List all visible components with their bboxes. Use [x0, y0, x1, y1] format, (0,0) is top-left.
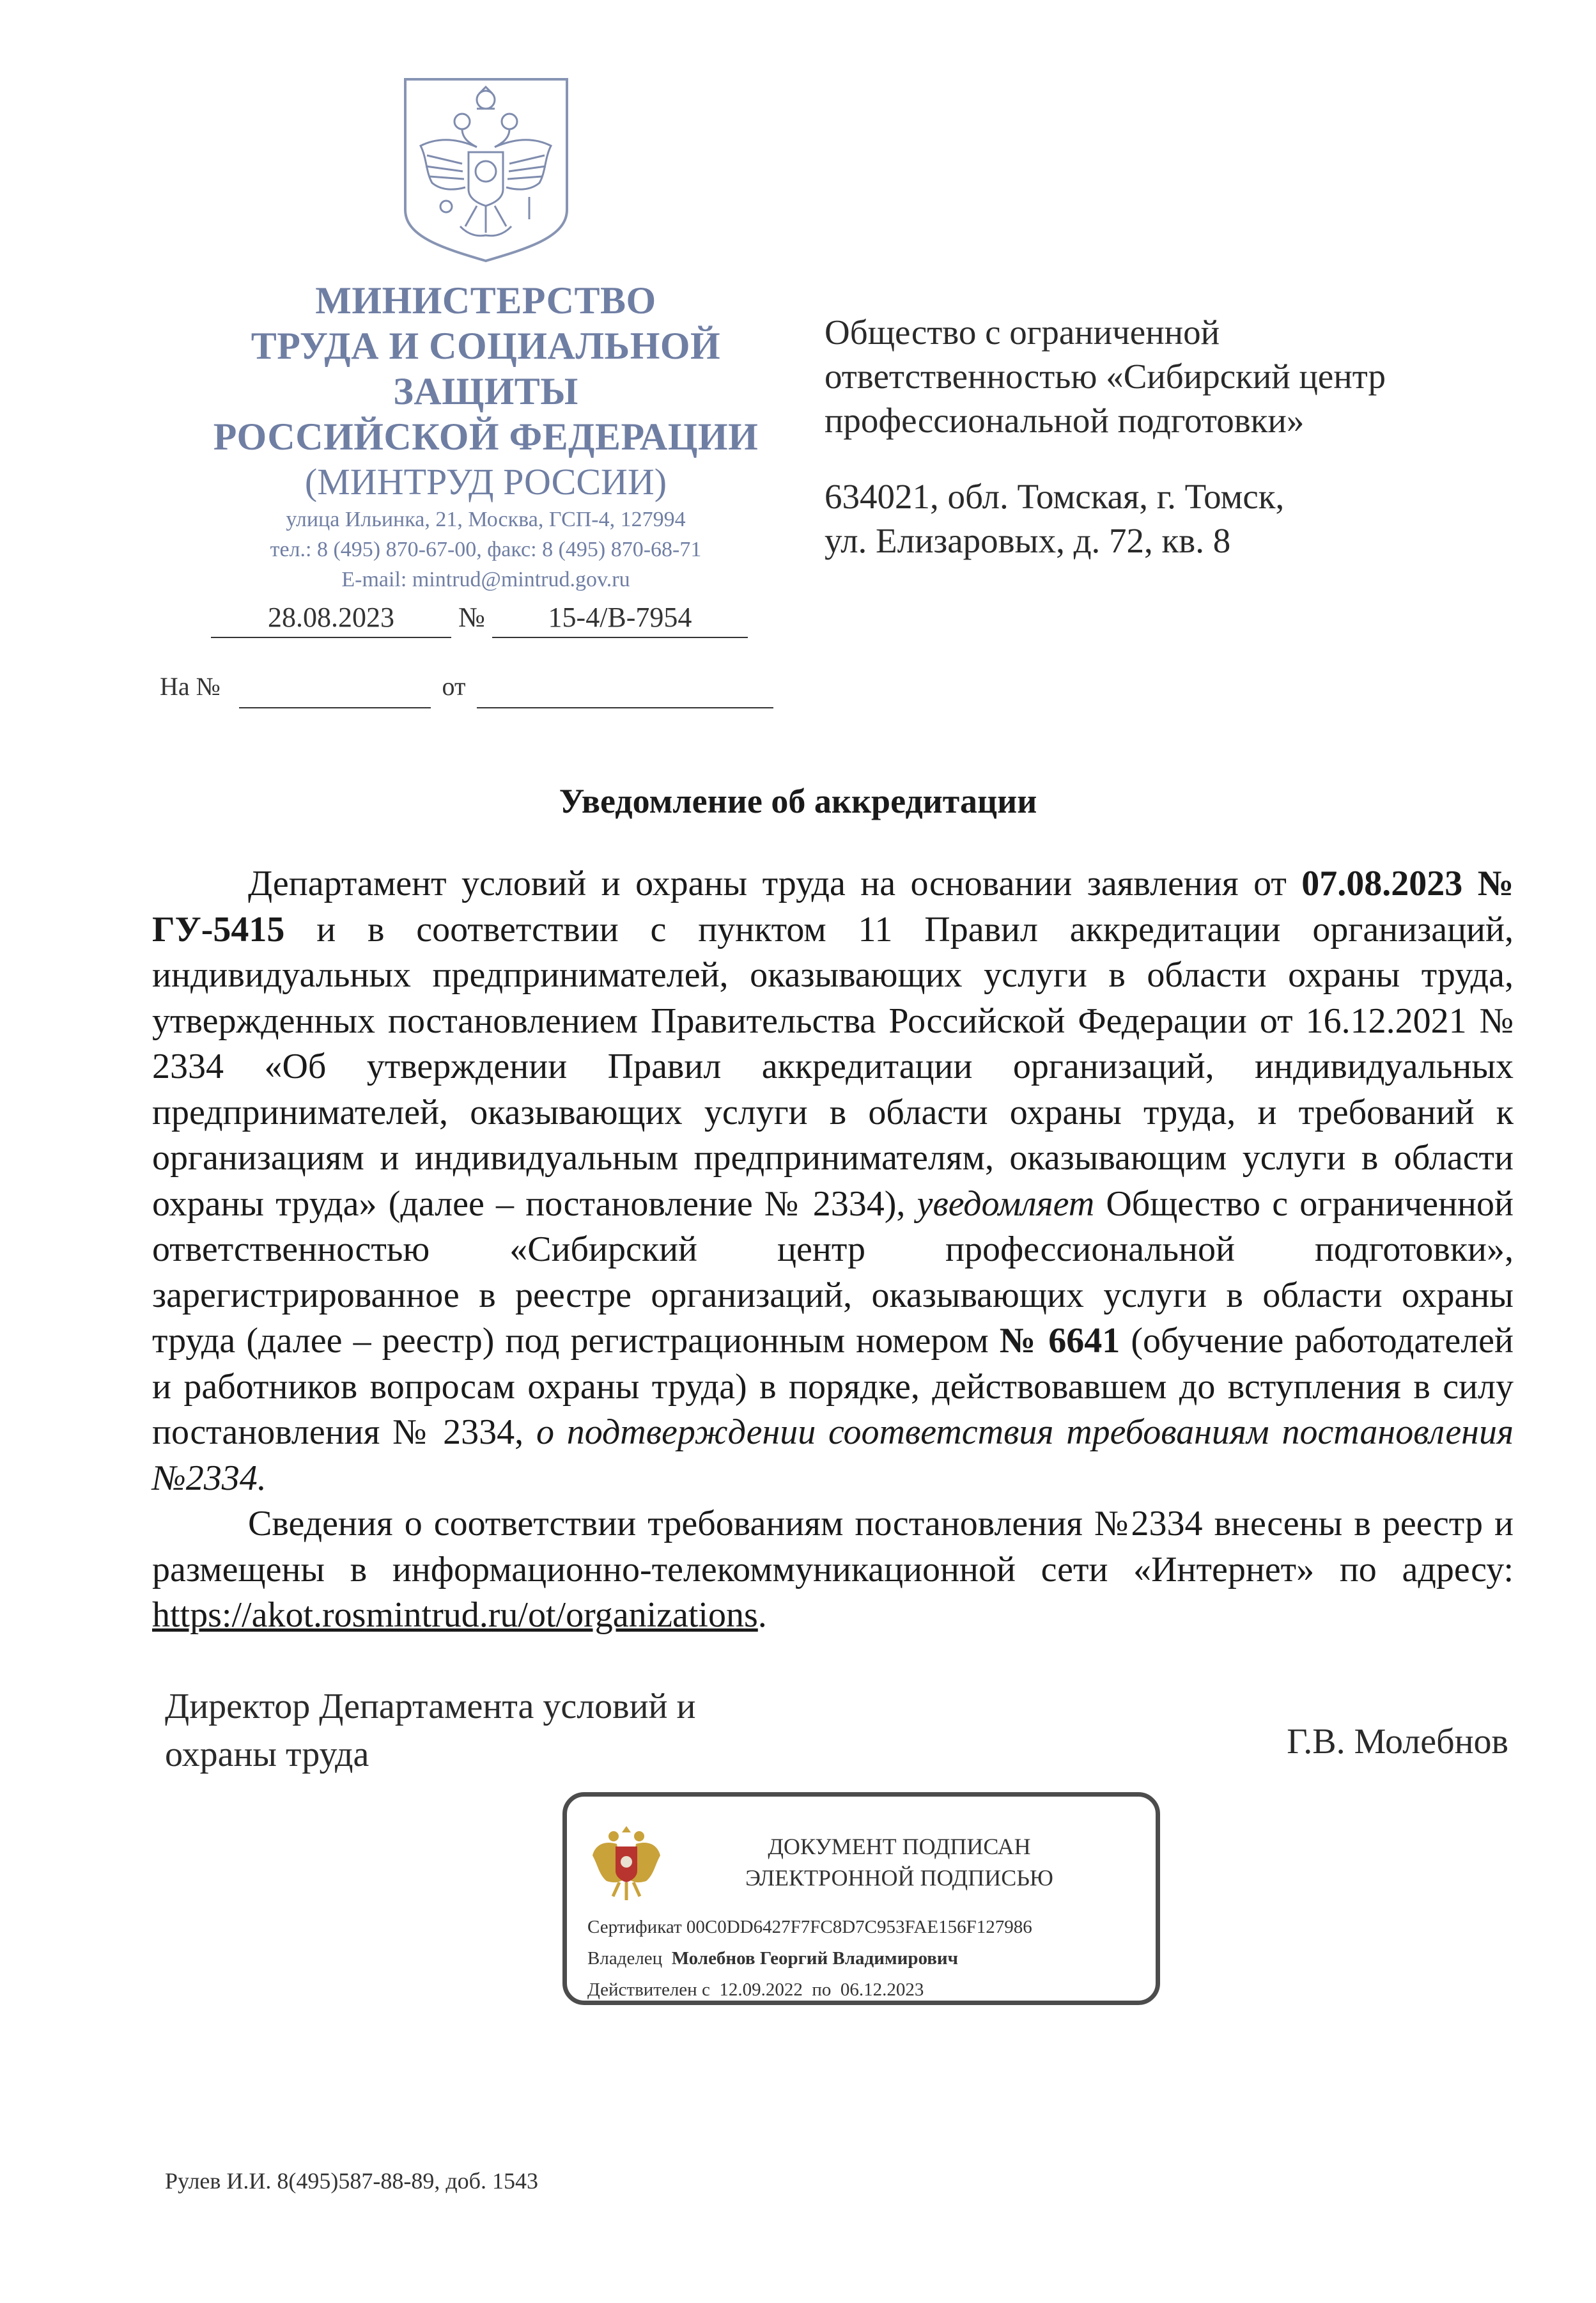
- text-run: Департамент условий и охраны труда на основании заявления от: [248, 864, 1302, 903]
- signer-title-line: охраны труда: [165, 1735, 369, 1774]
- notice-title: Уведомление об аккредитации: [559, 782, 1037, 820]
- stamp-label: по: [812, 1979, 832, 2000]
- valid-to: 06.12.2023: [840, 1979, 924, 2000]
- ref-number-blank: [239, 671, 431, 708]
- stamp-label: Сертификат: [587, 1917, 682, 1937]
- text-run: Общество с ограниченной ответственностью «Сибирский центр профессиональной подготовки», зарегистрированное в реестре организаций, оказывающих услуги в области охраны труда (далее – реестр) под регистрационным номером: [152, 1183, 1514, 1361]
- document-date: 28.08.2023: [211, 601, 451, 638]
- text-run: и в соответствии с пунктом 11 Правил аккредитации организаций, индивидуальных предпринимателей, оказывающих услуги в области охраны труда, утвержденных постановлением Правительства Российской Федерации от 16.12.2021 № 2334 «Об утверждении Правил аккредитации организаций, индивидуальных предпринимателей, оказывающих услуги в области охраны труда, и требований к организациям и индивидуальным предпринимателям, оказывающим услуги в области охраны труда» (далее – постановление № 2334),: [152, 909, 1514, 1224]
- ministry-phone: тел.: 8 (495) 870-67-00, факс: 8 (495) 870-68-71: [270, 538, 702, 561]
- coat-of-arms-icon: [401, 75, 571, 264]
- stamp-validity-row: [587, 1974, 1150, 2006]
- ministry-header: [147, 278, 825, 595]
- recipient-address-line: 634021, обл. Томская, г. Томск,: [825, 477, 1285, 516]
- stamp-heading-line: ДОКУМЕНТ ПОДПИСАН: [768, 1834, 1031, 1859]
- recipient-name-line: ответственностью «Сибирский центр: [825, 357, 1386, 396]
- recipient-address-line: ул. Елизаровых, д. 72, кв. 8: [825, 521, 1231, 560]
- notice-body: [152, 861, 1514, 1639]
- stamp-label: Действителен с: [587, 1979, 710, 2000]
- text-run: (обучение работодателей и работников вопросам охраны труда) в порядке, действовавшем до вступления в силу постановления № 2334,: [152, 1321, 1514, 1452]
- text-run: о подтверждении соответствия требованиям постановления №2334.: [152, 1412, 1514, 1498]
- ref-from-label: от: [442, 672, 466, 701]
- stamp-heading: [682, 1831, 1117, 1894]
- ministry-name-line: РОССИЙСКОЙ ФЕДЕРАЦИИ: [213, 416, 759, 458]
- paragraph: [152, 1501, 1514, 1639]
- contact-footer: Рулев И.И. 8(495)587-88-89, доб. 1543: [165, 2168, 538, 2194]
- paragraph: [152, 861, 1514, 1501]
- stamp-heading-line: ЭЛЕКТРОННОЙ ПОДПИСЬЮ: [745, 1865, 1053, 1891]
- ministry-name-line: МИНИСТЕРСТВО: [315, 279, 656, 322]
- recipient-name-line: Общество с ограниченной: [825, 313, 1220, 352]
- recipient-name-line: профессиональной подготовки»: [825, 401, 1305, 440]
- signer-name: Г.В. Молебнов: [1287, 1722, 1508, 1761]
- ref-number-label: На №: [160, 672, 221, 701]
- text-run: .: [757, 1595, 767, 1635]
- certificate-id: 00C0DD6427F7FC8D7C953FAE156F127986: [686, 1917, 1032, 1937]
- valid-from: 12.09.2022: [719, 1979, 803, 2000]
- application-reference: 07.08.2023 № ГУ-5415: [152, 864, 1514, 949]
- certificate-owner: Молебнов Георгий Владимирович: [671, 1948, 958, 1969]
- ministry-name-line: ТРУДА И СОЦИАЛЬНОЙ: [251, 325, 721, 367]
- registry-number: № 6641: [999, 1321, 1120, 1361]
- text-run: уведомляет: [917, 1183, 1095, 1224]
- registry-link[interactable]: https://akot.rosmintrud.ru/ot/organizations: [152, 1595, 758, 1635]
- stamp-label: Владелец: [587, 1948, 663, 1969]
- document-number: 15-4/В-7954: [492, 601, 748, 638]
- ministry-name-line: ЗАЩИТЫ: [393, 370, 578, 412]
- recipient-block: [825, 310, 1464, 563]
- reference-line: [160, 671, 773, 710]
- stamp-owner-row: [587, 1943, 1150, 1974]
- ministry-short-name: (МИНТРУД РОССИИ): [304, 461, 667, 503]
- stamp-details: [587, 1912, 1150, 2006]
- e-signature-stamp: [562, 1792, 1160, 2005]
- number-label: №: [458, 602, 485, 633]
- coat-of-arms-color-icon: [591, 1822, 662, 1905]
- ref-date-blank: [477, 671, 773, 708]
- text-run: Сведения о соответствии требованиям постановления №2334 внесены в реестр и размещены в информационно-телекоммуникационной сети «Интернет» по адресу:: [152, 1504, 1514, 1589]
- stamp-certificate-row: [587, 1912, 1150, 1943]
- signer-title: [165, 1683, 804, 1779]
- signer-title-line: Директор Департамента условий и: [165, 1687, 696, 1726]
- ministry-email: E-mail: mintrud@mintrud.gov.ru: [341, 568, 630, 591]
- ministry-address: улица Ильинка, 21, Москва, ГСП-4, 127994: [286, 508, 686, 531]
- registration-line: [211, 601, 748, 639]
